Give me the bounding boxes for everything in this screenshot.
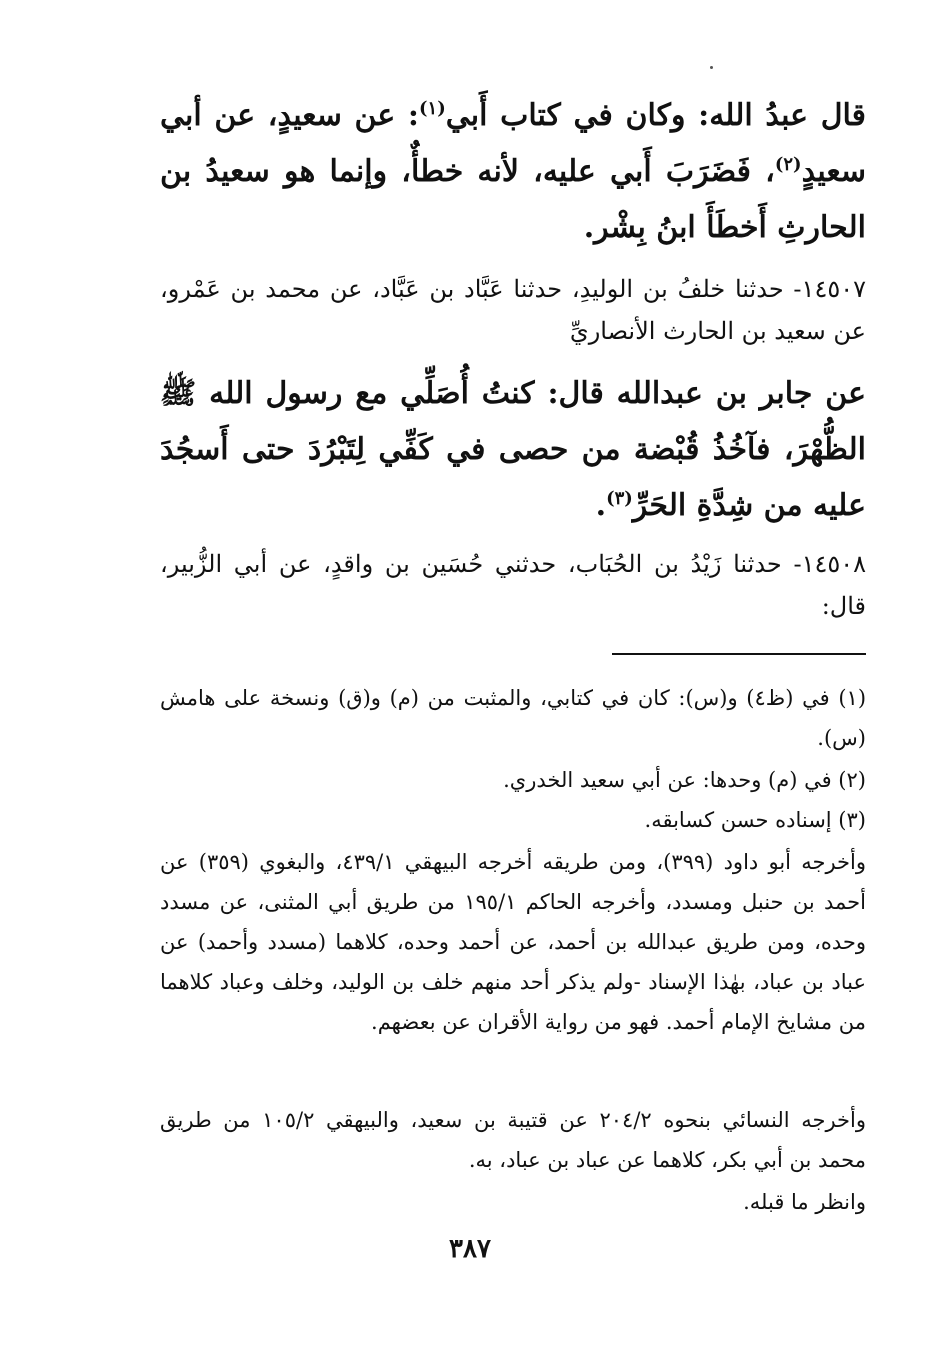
footnote-ref-1: (١): [419, 98, 446, 120]
paragraph-narration: [160, 88, 866, 256]
text-segment: عن جابر بن عبدالله قال: كنتُ أُصَلِّي مع رسول الله ﷺ الظُّهْرَ، فآخُذُ قُبْضة من حصى في كَفِّي لِتَبْرُدَ حتى أَسجُدَ عليه من شِدَّةِ الحَرِّ: [160, 376, 866, 523]
footnote-ref-2: (٢): [774, 154, 802, 176]
footnote-commentary-1: وأخرجه أبو داود (٣٩٩)، ومن طريقه أخرجه البيهقي ٤٣٩/١، والبغوي (٣٥٩) عن أحمد بن حنبل ومسدد، وأخرجه الحاكم ١٩٥/١ من طريق أبي المثنى، عن مسدد وحده، ومن طريق عبدالله بن أحمد، عن أحمد وحده، كلاهما (مسدد وأحمد) عن عباد بن عباد، بهٰذا الإسناد -ولم يذكر أحد منهم خلف بن الوليد، وخلف وعباد كلاهما من مشايخ الإمام أحمد. فهو من رواية الأقران عن بعضهم.: [160, 850, 867, 1034]
footnote-1: (١) في (ظ٤) و(س): كان في كتابي، والمثبت من (م) و(ق) ونسخة على هامش (س).: [160, 686, 867, 750]
hadith-chain-14508: ١٤٥٠٨- حدثنا زَيْدُ بن الحُبَاب، حدثني حُسَين بن واقدٍ، عن أبي الزُّبير، قال:: [160, 550, 867, 620]
scan-speck: [710, 66, 713, 69]
footnote-divider: [612, 653, 866, 655]
footnote-ref-3: (٣): [606, 488, 633, 510]
hadith-chain-14507: ١٤٥٠٧- حدثنا خلفُ بن الوليدِ، حدثنا عَبَّاد بن عَبَّاد، عن محمد بن عَمْرو، عن سعيد بن الحارث الأنصاريِّ: [160, 275, 866, 345]
text-segment: .: [595, 488, 607, 523]
footnote-commentary-2: وأخرجه النسائي بنحوه ٢٠٤/٢ عن قتيبة بن سعيد، والبيهقي ١٠٥/٢ من طريق محمد بن أبي بكر، كلاهما عن عباد بن عباد، به.: [160, 1108, 867, 1172]
footnote-3: (٣) إسناده حسن كسابقه.: [644, 808, 866, 832]
footnote-2: (٢) في (م) وحدها: عن أبي سعيد الخدري.: [503, 768, 866, 792]
text-segment: قال عبدُ الله: وكان في كتاب أَبي: [445, 98, 867, 133]
text-segment: ، فَضَرَبَ أَبي عليه، لأنه خطأٌ، وإنما هو سعيدُ بن الحارثِ أَخطَأَ ابنُ بِشْر.: [160, 154, 866, 245]
hadith-text: [160, 366, 866, 534]
text-segment: : عن سعيدٍ، عن أبي سعيدٍ: [160, 98, 866, 189]
page-number: ٣٨٧: [449, 1234, 491, 1264]
footnote-commentary-3: وانظر ما قبله.: [743, 1190, 866, 1214]
